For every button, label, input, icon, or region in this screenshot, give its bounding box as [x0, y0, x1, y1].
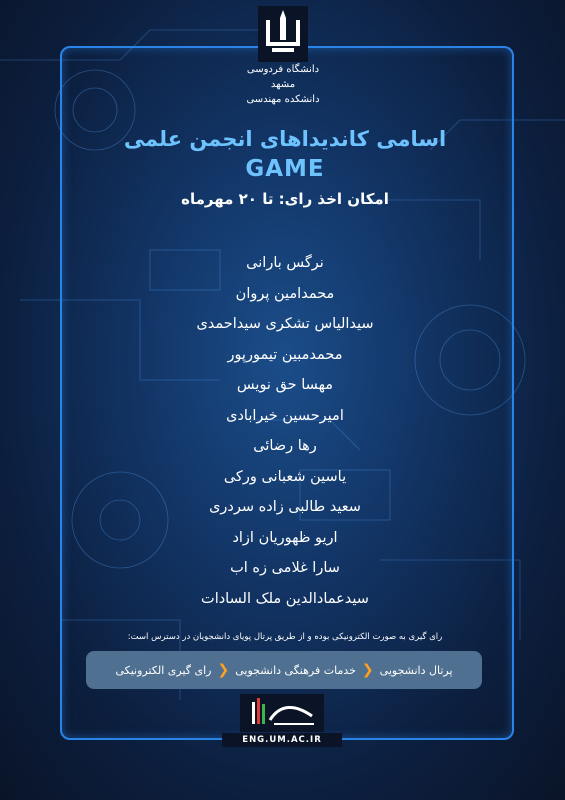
- candidate-name: اریو ظهوریان ازاد: [232, 529, 338, 546]
- candidate-name: یاسین شعبانی ورکی: [223, 468, 347, 485]
- path-step-cultural-services: خدمات فرهنگی دانشجویی: [235, 663, 356, 677]
- candidate-name: محمدامین پروان: [235, 285, 335, 302]
- candidate-name: امیرحسین خیرابادی: [226, 407, 344, 424]
- candidate-name: سیدعمادالدین ملک السادات: [201, 590, 369, 607]
- candidate-name: محمدمبین تیمورپور: [227, 346, 343, 363]
- faculty-logo-icon: [240, 694, 324, 732]
- candidate-name: سارا غلامی زه اب: [230, 560, 340, 576]
- arrow-left-icon: ❮: [217, 662, 230, 678]
- portal-path: [86, 651, 482, 689]
- candidate-name: سیدالیاس تشکری سیداحمدی: [196, 316, 374, 332]
- association-name: GAME: [245, 156, 325, 182]
- candidate-name: سعید طالبی زاده سردری: [209, 499, 361, 515]
- candidate-name: رها رضائی: [253, 438, 317, 454]
- university-name: [238, 62, 328, 107]
- path-step-electronic-voting: رای گیری الکترونیکی: [115, 663, 212, 677]
- candidate-name: مهسا حق نویس: [236, 377, 334, 393]
- website-url[interactable]: ENG.UM.AC.IR: [222, 733, 342, 747]
- voting-deadline: امکان اخذ رای: تا ۲۰ مهرماه: [181, 190, 389, 208]
- university-name-line2: دانشکده مهندسی: [246, 94, 320, 105]
- university-emblem-icon: [258, 6, 308, 62]
- university-name-line1: دانشگاه فردوسی مشهد: [246, 64, 320, 90]
- page-title: اسامی کاندیداهای انجمن علمی: [123, 127, 447, 151]
- voting-note: رای گیری به صورت الکترونیکی بوده و از طریق پرتال پویای دانشجویان در دسترس است:: [127, 632, 443, 642]
- path-step-student-portal: پرتال دانشجویی: [379, 663, 453, 677]
- arrow-left-icon: ❮: [361, 662, 374, 678]
- candidate-name: نرگس بارانی: [246, 255, 324, 271]
- candidate-list: [60, 248, 510, 614]
